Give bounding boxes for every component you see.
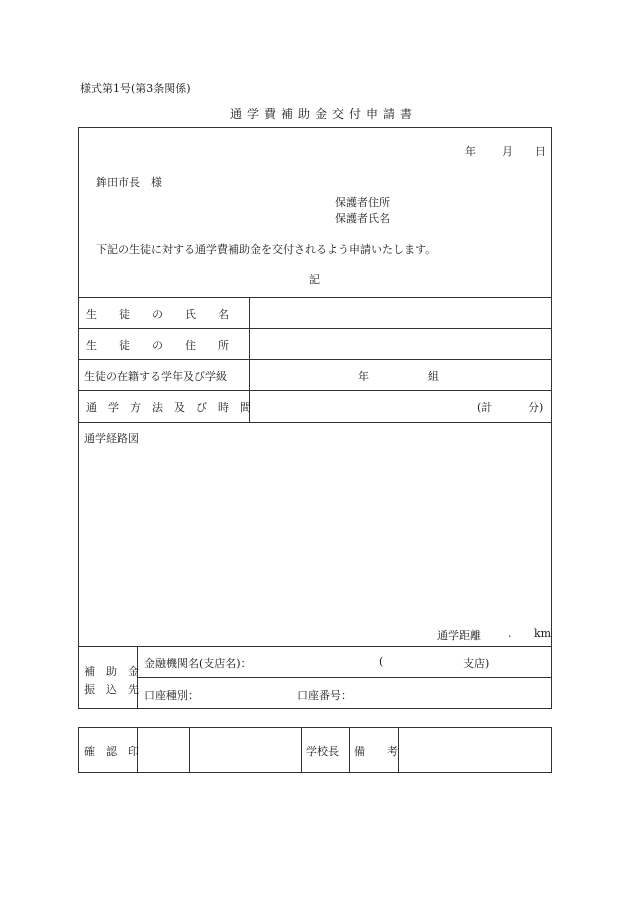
grade-kumi: 組 xyxy=(428,370,439,383)
commute-total-open: (計 xyxy=(477,401,493,414)
institution-label: 金融機関名(支店名)： xyxy=(144,657,252,670)
request-text: 下記の生徒に対する通学費補助金を交付されるよう申請いたします。 xyxy=(96,243,437,256)
guardian-name-label: 保護者氏名 xyxy=(335,212,390,225)
date-month: 月 xyxy=(502,145,513,158)
school-grade-label: 生徒の在籍する学年及び学級 xyxy=(84,370,227,383)
account-number-label: 口座番号： xyxy=(297,689,352,702)
commute-label: 通 学 方 法 及 び 時 間 xyxy=(86,401,251,414)
student-address-label: 生 徒 の 住 所 xyxy=(86,339,229,352)
bank-label-line1: 補 助 金 xyxy=(84,665,139,678)
ki-label: 記 xyxy=(309,273,320,286)
addressee: 鉾田市長 様 xyxy=(96,176,162,189)
distance-unit: km xyxy=(534,627,552,640)
commute-total-close: 分) xyxy=(528,401,544,414)
student-name-label: 生 徒 の 氏 名 xyxy=(86,308,229,321)
date-year: 年 xyxy=(465,145,476,158)
bank-label-line2: 振 込 先 xyxy=(84,683,139,696)
route-map-label: 通学経路図 xyxy=(84,432,139,445)
date-day: 日 xyxy=(535,145,546,158)
account-type-label: 口座種別： xyxy=(144,689,199,702)
distance-dot: . xyxy=(508,627,512,640)
guardian-address-label: 保護者住所 xyxy=(335,196,390,209)
remarks-label: 備 考 xyxy=(354,745,398,758)
confirm-seal-label: 確 認 印 xyxy=(84,745,139,758)
branch-close: 支店) xyxy=(463,657,490,670)
principal-label: 学校長 xyxy=(306,745,339,758)
grade-nen: 年 xyxy=(358,370,369,383)
distance-label: 通学距離 xyxy=(437,629,481,642)
branch-open: ( xyxy=(379,655,384,668)
form-title: 通学費補助金交付申請書 xyxy=(230,107,418,121)
form-number: 様式第1号(第3条関係) xyxy=(80,82,191,95)
